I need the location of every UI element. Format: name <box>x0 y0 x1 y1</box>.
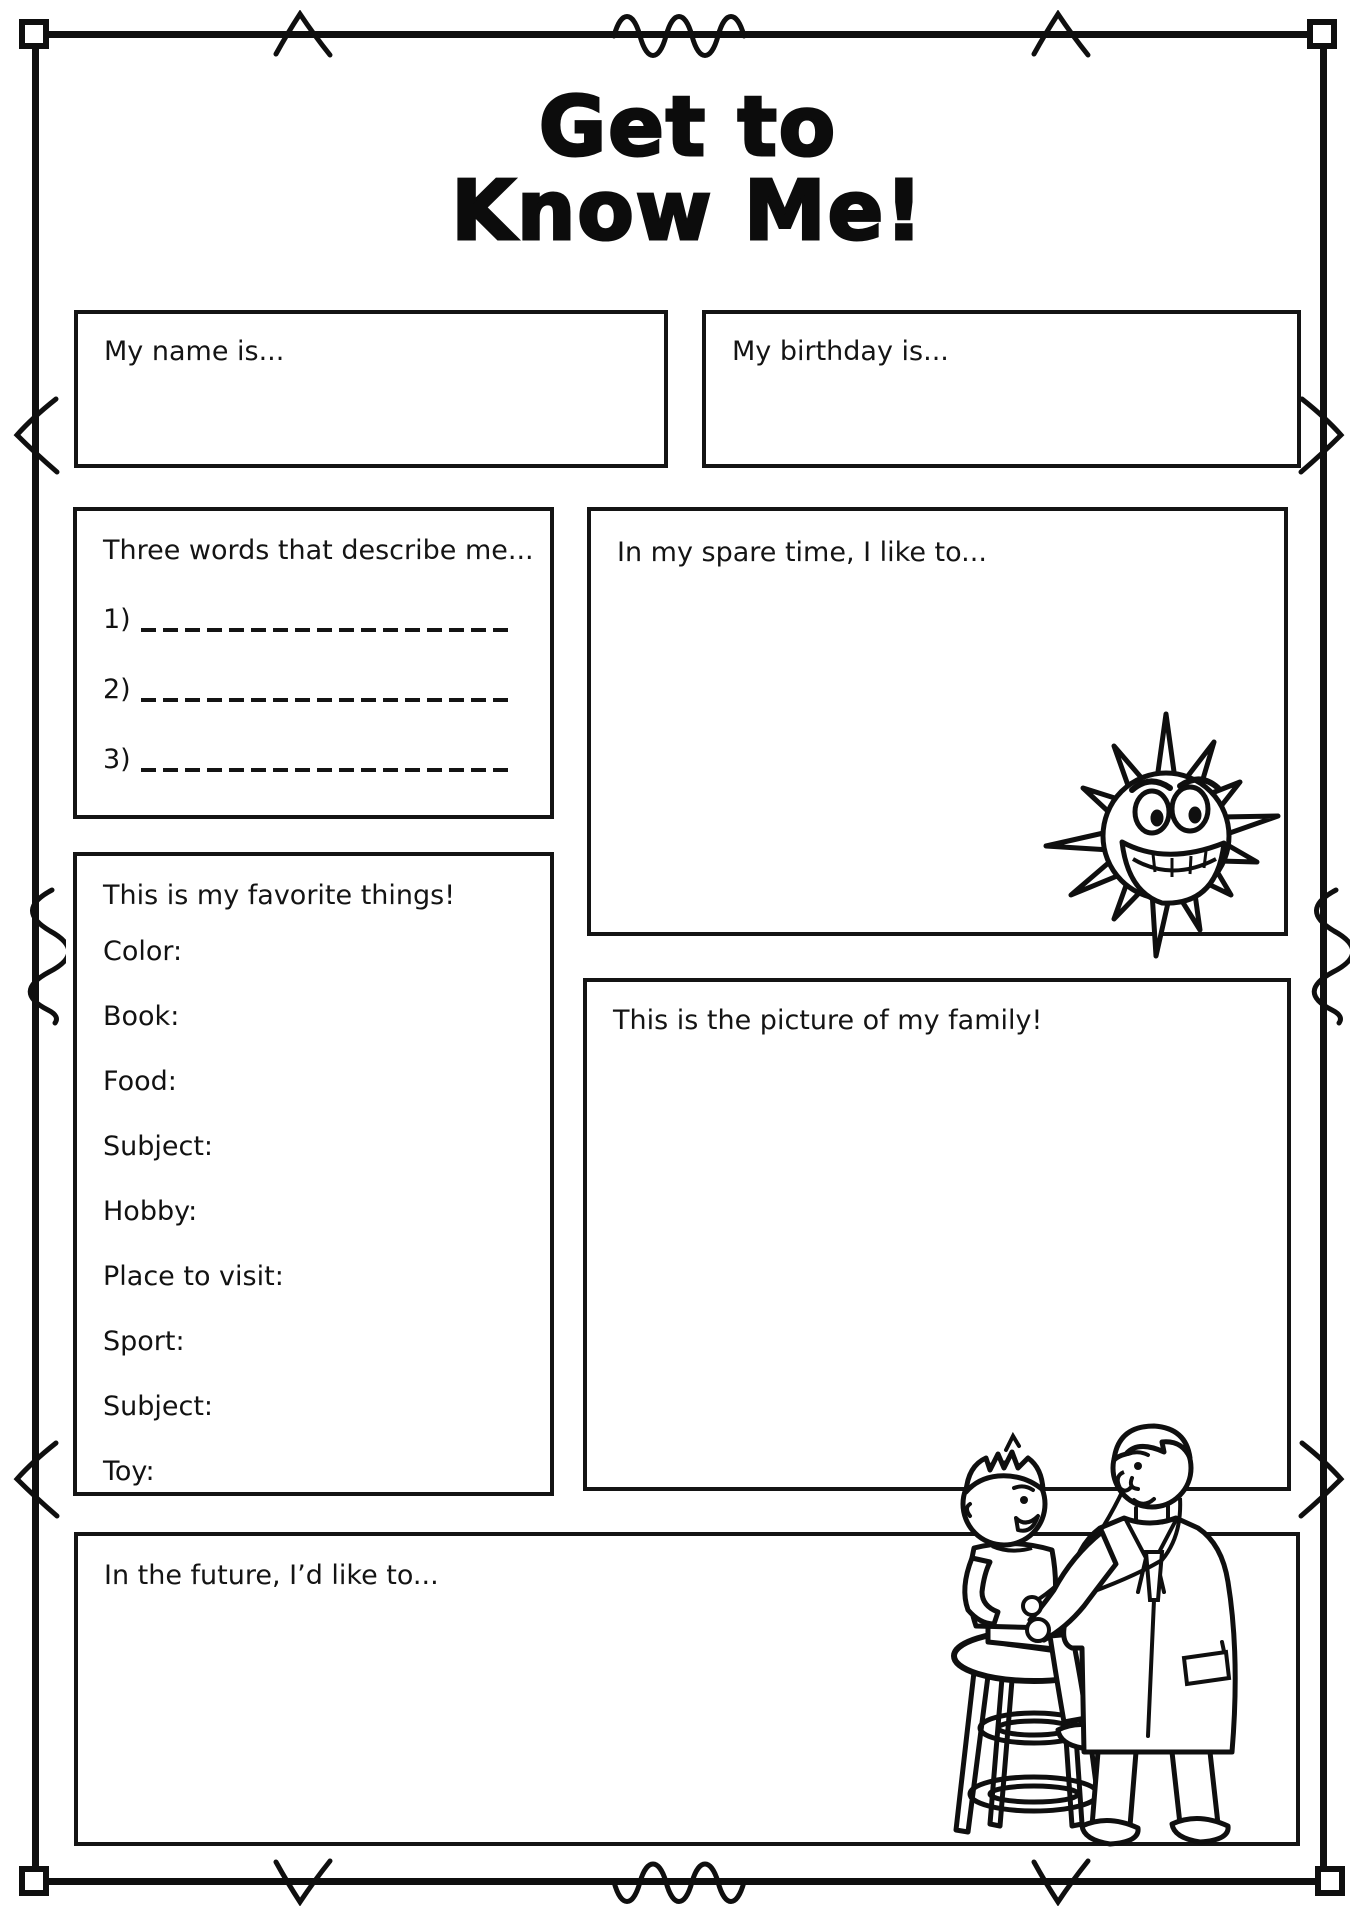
page-title-line2: Know Me! <box>451 163 925 259</box>
page-title-line1: Get to <box>538 80 838 175</box>
favorite-item-subject: Subject: <box>103 1131 214 1163</box>
corner-nail-bottom-left <box>19 1866 49 1896</box>
favorite-item-hobby: Hobby: <box>103 1196 198 1228</box>
favorites-box[interactable] <box>73 852 554 1496</box>
word-line-2-blank[interactable] <box>141 698 509 702</box>
favorite-item-color: Color: <box>103 936 183 968</box>
three-words-box-label: Three words that describe me... <box>103 535 534 566</box>
corner-nail-top-right <box>1307 19 1337 49</box>
favorite-item-book: Book: <box>103 1001 180 1033</box>
word-line-2 <box>77 674 550 705</box>
caret-doodle-bottom-left <box>272 1858 334 1906</box>
caret-doodle-bottom-right <box>1030 1858 1092 1906</box>
birthday-box[interactable] <box>702 310 1301 468</box>
word-line-1 <box>77 604 550 635</box>
page-title <box>451 80 925 259</box>
future-box-label: In the future, I’d like to... <box>104 1560 439 1591</box>
birthday-box-label: My birthday is... <box>732 336 949 367</box>
chevron-doodle-right-upper <box>1298 396 1346 476</box>
corner-nail-bottom-right <box>1315 1866 1345 1896</box>
name-box[interactable] <box>74 310 668 468</box>
word-line-3-number: 3) <box>103 744 131 776</box>
coil-doodle-right <box>1296 886 1350 1028</box>
favorites-box-label: This is my favorite things! <box>103 880 456 911</box>
favorite-item-place: Place to visit: <box>103 1261 284 1293</box>
chevron-doodle-left-upper <box>12 396 60 476</box>
corner-nail-top-left <box>19 19 49 49</box>
chevron-doodle-right-lower <box>1298 1440 1346 1520</box>
three-words-box[interactable] <box>73 507 554 819</box>
word-line-3-blank[interactable] <box>141 768 509 772</box>
word-line-2-number: 2) <box>103 674 131 706</box>
squiggle-doodle-bottom <box>610 1856 750 1912</box>
word-line-1-number: 1) <box>103 604 131 636</box>
coil-doodle-left <box>12 886 66 1028</box>
name-box-label: My name is... <box>104 336 285 367</box>
caret-doodle-top-left <box>272 10 334 58</box>
smiling-sun-illustration <box>1040 696 1298 986</box>
doctor-examining-child-illustration <box>886 1396 1248 1852</box>
family-picture-box-label: This is the picture of my family! <box>613 1005 1043 1036</box>
favorite-item-toy: Toy: <box>103 1456 155 1488</box>
spare-time-box-label: In my spare time, I like to... <box>617 537 987 568</box>
caret-doodle-top-right <box>1030 10 1092 58</box>
chevron-doodle-left-lower <box>12 1440 60 1520</box>
favorite-item-sport: Sport: <box>103 1326 185 1358</box>
favorite-item-subject-2: Subject: <box>103 1391 214 1423</box>
word-line-3 <box>77 744 550 775</box>
favorite-item-food: Food: <box>103 1066 177 1098</box>
squiggle-doodle-top <box>610 6 750 62</box>
word-line-1-blank[interactable] <box>141 628 509 632</box>
